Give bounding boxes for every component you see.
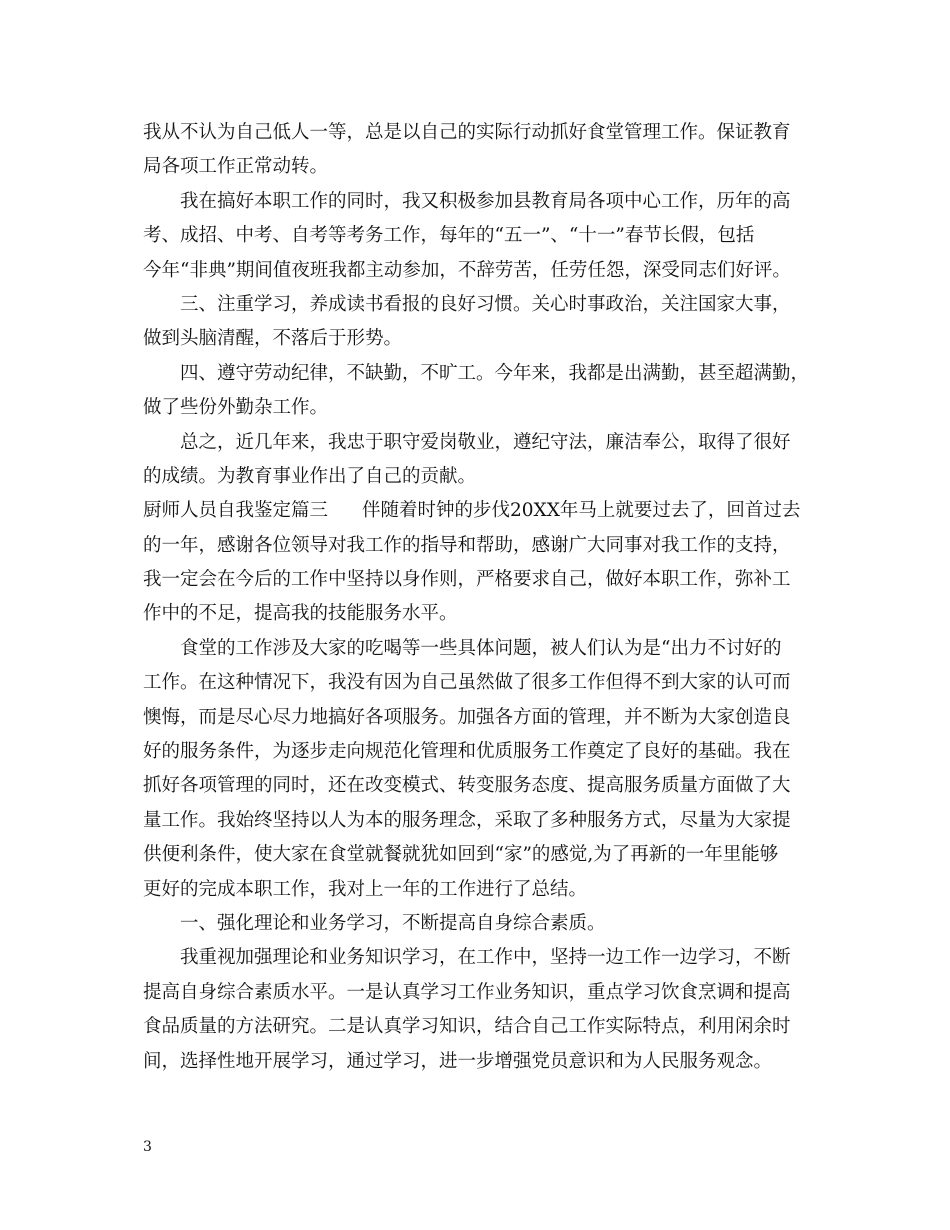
- text-line: [143, 873, 823, 907]
- line-text: 提高自身综合素质水平。一是认真学习工作业务知识，重点学习饮食烹调和提高: [143, 981, 791, 1003]
- text-line: [143, 1045, 823, 1079]
- line-text: 三、注重学习，养成读书看报的良好习惯。关心时事政治，关注国家大事，: [180, 293, 791, 315]
- line-text: 供便利条件，使大家在食堂就餐就犹如回到“家”的感觉,为了再新的一年里能够: [143, 844, 779, 866]
- text-line: [143, 804, 823, 838]
- line-text: 懊悔，而是尽心尽力地搞好各项服务。加强各方面的管理，并不断为大家创造良: [143, 706, 791, 728]
- text-line: [143, 666, 823, 700]
- line-text: 一、强化理论和业务学习，不断提高自身综合素质。: [180, 912, 606, 934]
- page-number: 3: [143, 1139, 152, 1155]
- text-line: [143, 1010, 823, 1044]
- text-line: [143, 632, 823, 666]
- text-line: [143, 426, 823, 460]
- text-line: [143, 597, 823, 631]
- line-text: 的成绩。为教育事业作出了自己的贡献。: [143, 465, 477, 487]
- text-line: [143, 941, 823, 975]
- line-text: 我一定会在今后的工作中坚持以身作则，严格要求自己，做好本职工作，弥补工: [143, 569, 791, 591]
- line-text: 我在搞好本职工作的同时，我又积极参加县教育局各项中心工作，历年的高: [180, 190, 791, 212]
- text-line: [143, 185, 823, 219]
- text-line: [143, 254, 823, 288]
- line-text: 作中的不足，提高我的技能服务水平。: [143, 603, 458, 625]
- text-line: [143, 150, 823, 184]
- line-text: 我重视加强理论和业务知识学习，在工作中，坚持一边工作一边学习，不断: [180, 947, 791, 969]
- text-line: [143, 460, 823, 494]
- text-line: [143, 769, 823, 803]
- line-text: 做了些份外勤杂工作。: [143, 397, 329, 419]
- line-text: 间，选择性地开展学习，通过学习，进一步增强党员意识和为人民服务观念。: [143, 1050, 773, 1072]
- line-text: 更好的完成本职工作，我对上一年的工作进行了总结。: [143, 878, 588, 900]
- line-text: 四、遵守劳动纪律，不缺勤，不旷工。今年来，我都是出满勤，甚至超满勤，: [180, 362, 810, 384]
- line-text: 好的服务条件，为逐步走向规范化管理和优质服务工作奠定了良好的基础。我在: [143, 741, 791, 763]
- text-line: [143, 322, 823, 356]
- text-line: [143, 391, 823, 425]
- line-text: 我从不认为自己低人一等，总是以自己的实际行动抓好食堂管理工作。保证教育: [143, 122, 791, 143]
- text-line: [143, 116, 823, 150]
- line-text: 量工作。我始终坚持以人为本的服务理念，采取了多种服务方式，尽量为大家提: [143, 809, 791, 831]
- text-line: [143, 288, 823, 322]
- text-line: [143, 357, 823, 391]
- line-text: 伴随着时钟的步伐20XX年马上就要过去了，回首过去: [362, 500, 801, 522]
- text-line: [143, 976, 823, 1010]
- text-line: [143, 838, 823, 872]
- line-text: 考、成招、中考、自考等考务工作，每年的“五一”、“十一”春节长假，包括: [143, 225, 755, 247]
- text-line: [143, 563, 823, 597]
- document-body: [143, 116, 823, 1079]
- line-text: 总之，近几年来，我忠于职守爱岗敬业，遵纪守法，廉洁奉公，取得了很好: [180, 431, 791, 453]
- line-text: 局各项工作正常动转。: [143, 156, 329, 178]
- line-text: 今年“非典”期间值夜班我都主动参加，不辞劳苦，任劳任怨，深受同志们好评。: [143, 259, 791, 281]
- line-text: 抓好各项管理的同时，还在改变模式、转变服务态度、提高服务质量方面做了大: [143, 775, 791, 797]
- text-line: [143, 907, 823, 941]
- text-line: [143, 735, 823, 769]
- section-heading-line: [143, 494, 823, 528]
- line-text: 食堂的工作涉及大家的吃喝等一些具体问题，被人们认为是“出力不讨好的: [180, 637, 782, 659]
- line-text: 工作。在这种情况下，我没有因为自己虽然做了很多工作但得不到大家的认可而: [143, 672, 791, 694]
- text-line: [143, 219, 823, 253]
- line-text: 做到头脑清醒，不落后于形势。: [143, 328, 403, 350]
- text-line: [143, 529, 823, 563]
- text-line: [143, 701, 823, 735]
- line-text: 的一年，感谢各位领导对我工作的指导和帮助，感谢广大同事对我工作的支持，: [143, 534, 791, 556]
- section-heading: 厨师人员自我鉴定篇三: [143, 500, 329, 522]
- line-text: 食品质量的方法研究。二是认真学习知识，结合自己工作实际特点，利用闲余时: [143, 1016, 791, 1038]
